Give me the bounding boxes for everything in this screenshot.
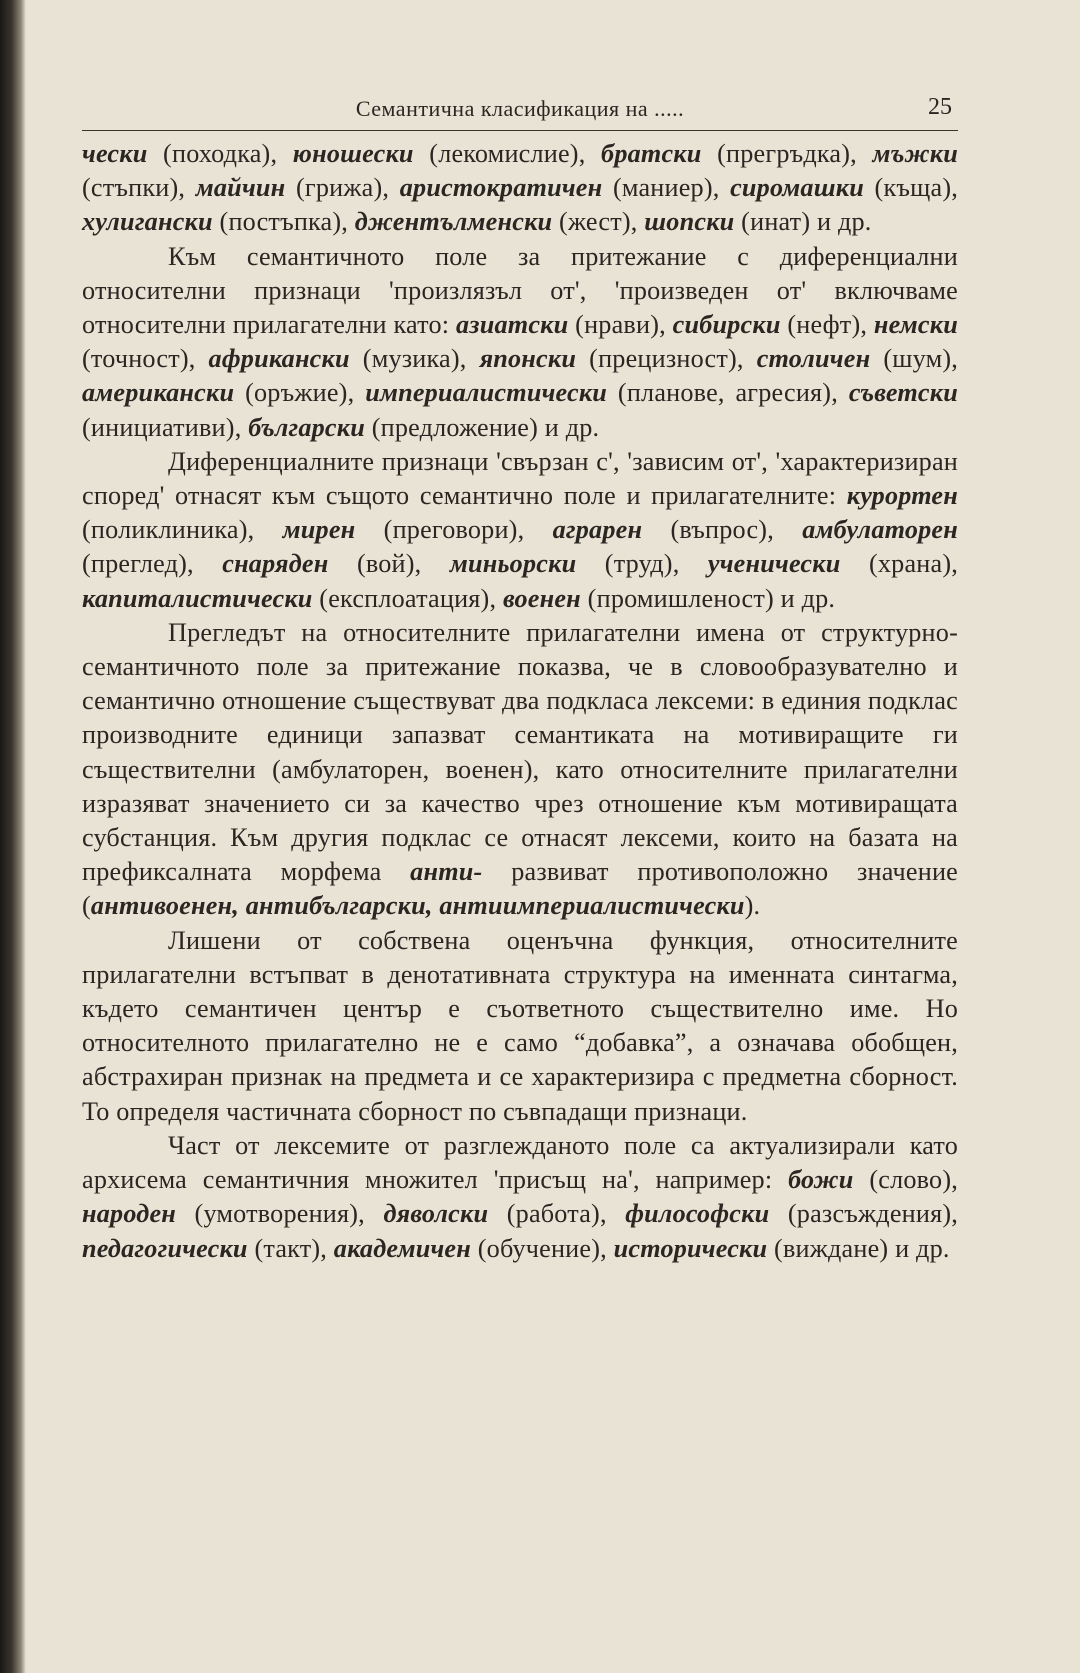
example-word: японски (479, 344, 577, 374)
example-word: сиромашки (730, 173, 864, 203)
page-number: 25 (928, 94, 952, 120)
example-word: азиатски (456, 310, 569, 340)
text-run: (постъпка), (212, 207, 355, 237)
text-run: (храна), (840, 549, 958, 579)
example-word: юношески (292, 139, 414, 168)
text-run: (планове, агресия), (607, 378, 849, 408)
example-word: империалистически (365, 378, 608, 408)
example-word: божи (788, 1165, 854, 1195)
text-run: Част от лексемите от разглежданото поле са актуализирали като архисема семантичния множител 'присъщ на', например: (82, 1130, 958, 1195)
text-run: (нефт), (780, 310, 874, 340)
text-run: (шум), (870, 344, 959, 374)
text-run: (обучение), (470, 1233, 614, 1263)
example-word: чески (82, 139, 148, 168)
example-word: дяволски (383, 1199, 489, 1229)
example-word: антивоенен, антибългарски, антиимпериалистически (90, 891, 745, 921)
text-run: (инат) и др. (734, 207, 872, 237)
text-run: (вой), (328, 549, 450, 579)
text-run: (преговори), (355, 515, 553, 545)
example-word: педагогически (82, 1233, 248, 1263)
running-title: Семантична класификация на ..... (355, 96, 685, 121)
example-word: ученически (707, 549, 841, 579)
running-header (82, 90, 958, 131)
text-run: (оръжие), (234, 378, 366, 408)
example-word: народен (82, 1199, 177, 1229)
example-word: майчин (195, 173, 286, 203)
example-word: столичен (756, 344, 871, 374)
text-run: (стъпки), (82, 173, 196, 203)
text-run: (разсъждения), (769, 1199, 958, 1229)
example-word: хулигански (82, 207, 213, 237)
example-word: академичен (333, 1233, 471, 1263)
text-run: (нрави), (568, 310, 673, 340)
example-word: шопски (644, 207, 735, 237)
text-run: (музика), (349, 344, 480, 374)
text-run: (труд), (576, 549, 708, 579)
example-word: съветски (848, 378, 958, 408)
body-text (82, 137, 958, 1266)
text-run: (умотворения), (176, 1199, 384, 1229)
paragraph (82, 616, 958, 924)
example-word: братски (601, 139, 702, 168)
text-run: (слово), (853, 1165, 958, 1195)
text-run: Диференциалните признаци 'свързан с', 'зависим от', 'характеризиран според' отнасят към същото семантично поле и прилагателните: (82, 446, 958, 511)
text-run: Към семантичното поле за притежание с диференциални относителни признаци 'произлязъл от', 'произведен от' включваме относителни прилагателни като: (82, 241, 958, 340)
example-word: български (248, 412, 365, 442)
text-run: (точност), (82, 344, 209, 374)
example-word: аристократичен (399, 173, 603, 203)
text-run: (промишленост) и др. (580, 583, 836, 613)
example-word: военен (502, 583, 581, 613)
paragraph (82, 924, 958, 1129)
example-word: мирен (282, 515, 356, 545)
example-word: курортен (846, 481, 958, 511)
example-word: аграрен (552, 515, 643, 545)
text-run: (поликлиника), (82, 515, 283, 545)
example-word: амбулаторен (802, 515, 958, 545)
text-run: (походка), (147, 139, 293, 168)
example-word: капиталистически (82, 583, 313, 613)
text-run: (прегръдка), (701, 139, 873, 168)
paragraph (82, 240, 958, 445)
paragraph (82, 445, 958, 616)
book-spine-shadow (0, 0, 26, 1673)
example-word: африкански (208, 344, 350, 374)
example-word: философски (625, 1199, 770, 1229)
text-run: (виждане) и др. (767, 1233, 950, 1263)
example-word: сибирски (672, 310, 781, 340)
example-word: анти- (410, 857, 483, 887)
example-word: джентълменски (354, 207, 553, 237)
text-run: (експлоатация), (312, 583, 503, 613)
paragraph (82, 1129, 958, 1266)
text-run: (грижа), (285, 173, 400, 203)
text-run: Лишени от собствена оценъчна функция, относителните прилагателни встъпват в денотативната структура на именната синтагма, където семантичен център е съответното съществително име. Но относителното прилагателно не е само “добавка”, а означава обобщен, абстрахиран признак на предмета и се характеризира с предметна сборност. То определя частичната сборност по съвпадащи признаци. (82, 925, 958, 1126)
text-run: (инициативи), (82, 412, 249, 442)
book-page (82, 90, 958, 1266)
paragraph (82, 137, 958, 240)
text-run: развиват противоположно значение ( (82, 857, 958, 921)
example-word: миньорски (449, 549, 577, 579)
example-word: немски (873, 310, 958, 340)
text-run: (въпрос), (642, 515, 803, 545)
text-run: (жест), (552, 207, 645, 237)
example-word: исторически (613, 1233, 768, 1263)
text-run: (работа), (488, 1199, 626, 1229)
text-run: (прецизност), (576, 344, 757, 374)
text-run: Прегледът на относителните прилагателни имена от структурно-семантичното поле за притежание показва, че в словообразувателно и семантично отношение съществуват два подкласа лексеми: в единия подклас производните единици запазват семантиката на мотивиращите ги съществителни (амбулаторен, военен), като относителните прилагателни изразяват значението си за качество чрез отношение към мотивиращата субстанция. Към другия подклас се отнасят лексеми, които на базата на префиксалната морфема (82, 617, 958, 887)
text-run: (такт), (247, 1233, 334, 1263)
text-run: (предложение) и др. (364, 412, 600, 442)
text-run: (къща), (863, 173, 958, 203)
example-word: американски (82, 378, 235, 408)
text-run: (преглед), (82, 549, 223, 579)
example-word: снаряден (222, 549, 329, 579)
text-run: (маниер), (602, 173, 731, 203)
text-run: (лекомислие), (413, 139, 602, 168)
text-run: ). (744, 891, 761, 921)
example-word: мъжки (872, 139, 958, 168)
